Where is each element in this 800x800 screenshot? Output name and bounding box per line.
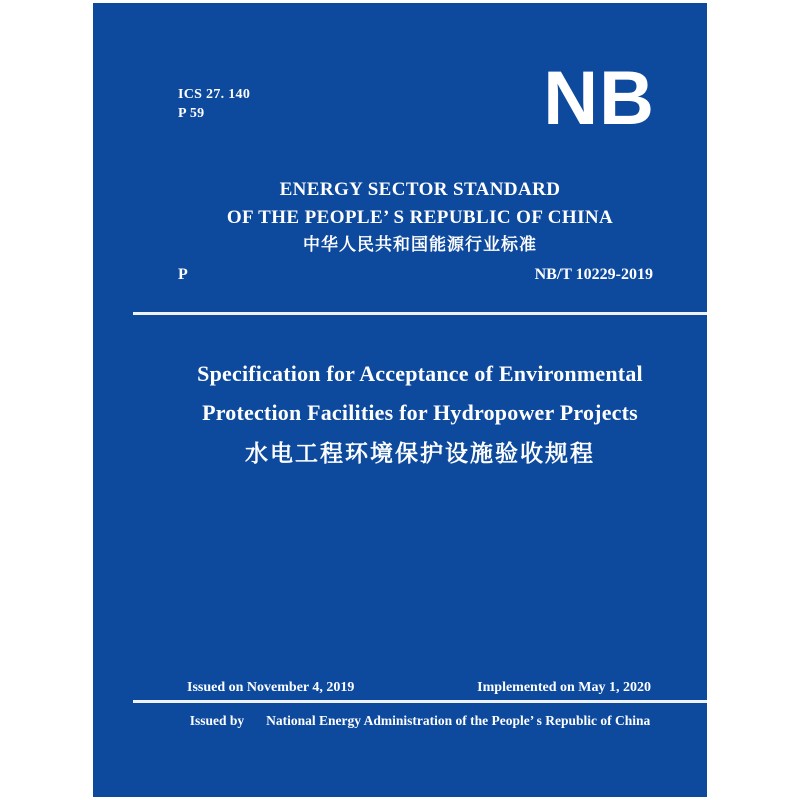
standard-number: NB/T 10229-2019 — [534, 266, 653, 283]
standard-name-en-line1: ENERGY SECTOR STANDARD — [279, 179, 561, 200]
standard-name-block — [133, 176, 707, 259]
issued-date: Issued on November 4, 2019 — [187, 680, 355, 695]
standard-name-en-line2: OF THE PEOPLE’ S REPUBLIC OF CHINA — [226, 207, 614, 228]
ics-code: ICS 27. 140 — [178, 87, 251, 102]
implemented-date: Implemented on May 1, 2020 — [477, 680, 651, 695]
dates-row — [133, 678, 707, 697]
issuing-authority: National Energy Administration of the People’ s Republic of China — [266, 713, 651, 728]
nb-logo: NB — [543, 56, 655, 141]
title-en-line1: Specification for Acceptance of Environmental — [197, 361, 643, 386]
title-block — [133, 354, 707, 471]
issued-by-label: Issued by — [189, 713, 245, 728]
horizontal-rule-bottom — [133, 700, 707, 703]
standard-name-zh: 中华人民共和国能源行业标准 — [303, 235, 537, 255]
p-classification-code: P 59 — [178, 106, 205, 121]
title-zh: 水电工程环境保护设施验收规程 — [245, 441, 595, 467]
code-row — [133, 264, 707, 286]
issuer-row — [133, 712, 707, 730]
standard-cover — [93, 3, 707, 797]
title-en-line2: Protection Facilities for Hydropower Projects — [202, 400, 638, 425]
classification-code-block — [178, 85, 250, 123]
horizontal-rule-top — [133, 312, 707, 315]
document-class-code: P — [178, 266, 188, 283]
